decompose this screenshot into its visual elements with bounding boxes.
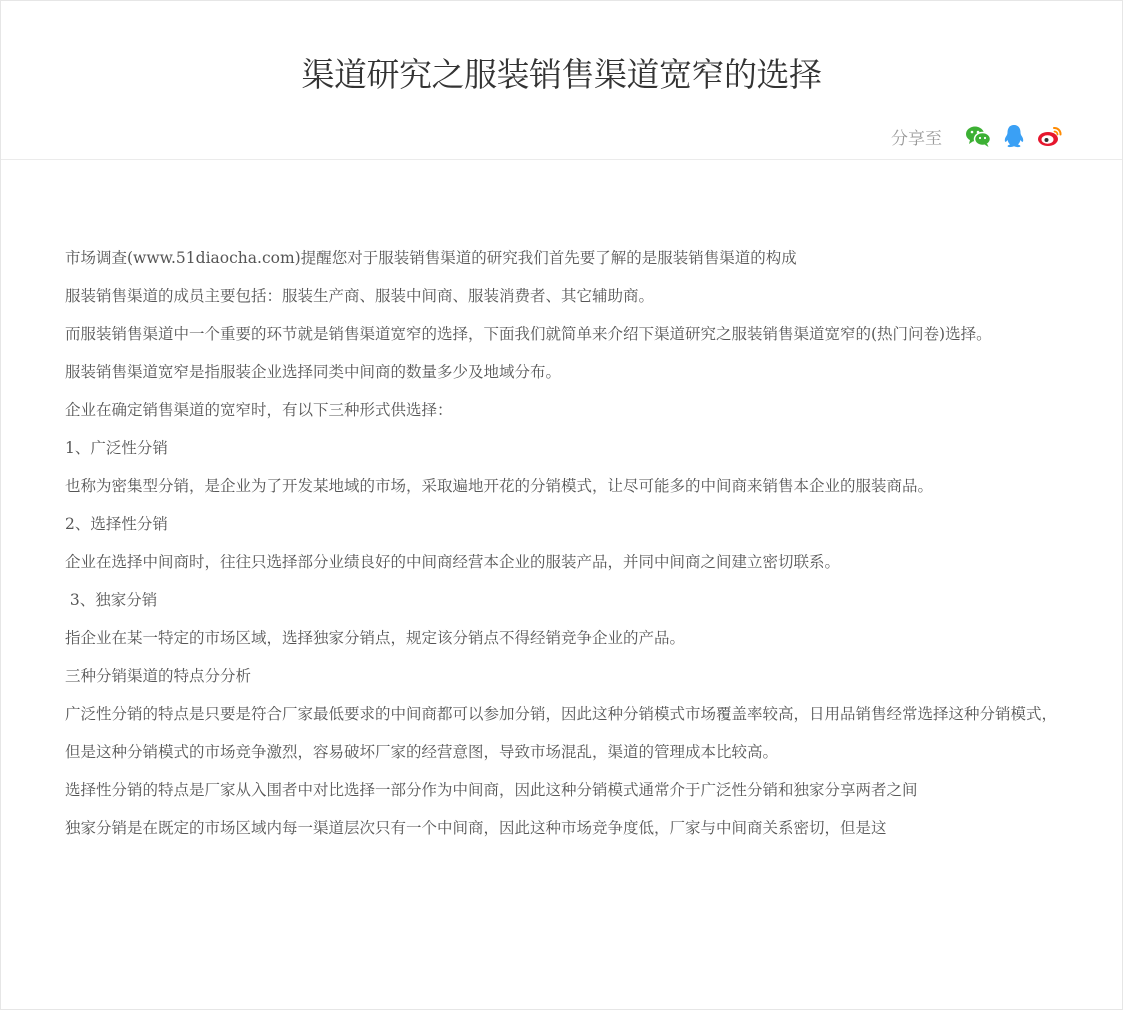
section-heading: 3、独家分销: [65, 591, 158, 609]
wechat-icon[interactable]: [964, 122, 992, 150]
share-bar: [891, 121, 1064, 151]
article-body: [65, 239, 1065, 847]
article-paragraph: 服装销售渠道宽窄是指服装企业选择同类中间商的数量多少及地域分布。: [65, 363, 562, 381]
article-paragraph: 也称为密集型分销，是企业为了开发某地域的市场，采取遍地开花的分销模式，让尽可能多的中间商来销售本企业的服装商品。: [65, 477, 934, 495]
article-title: 渠道研究之服装销售渠道宽窄的选择: [301, 55, 822, 94]
weibo-icon[interactable]: [1036, 122, 1064, 150]
article-paragraph: 选择性分销的特点是厂家从入围者中对比选择一部分作为中间商，因此这种分销模式通常介于广泛性分销和独家分享两者之间: [65, 781, 918, 799]
article-paragraph: 指企业在某一特定的市场区域，选择独家分销点，规定该分销点不得经销竞争企业的产品。: [65, 629, 686, 647]
article-paragraph: 市场调查(www.51diaocha.com)提醒您对于服装销售渠道的研究我们首先要了解的是服装销售渠道的构成: [65, 249, 797, 267]
article-paragraph: 广泛性分销的特点是只要是符合厂家最低要求的中间商都可以参加分销，因此这种分销模式市场覆盖率较高，日用品销售经常选择这种分销模式，但是这种分销模式的市场竞争激烈，容易破坏厂家的经营意图，导致市场混乱，渠道的管理成本比较高。: [65, 705, 1058, 761]
article-paragraph: 而服装销售渠道中一个重要的环节就是销售渠道宽窄的选择，下面我们就简单来介绍下渠道研究之服装销售渠道宽窄的(热门问卷)选择。: [65, 325, 992, 343]
article-paragraph: 独家分销是在既定的市场区域内每一渠道层次只有一个中间商，因此这种市场竞争度低，厂家与中间商关系密切，但是这: [65, 819, 887, 837]
section-heading: 2、选择性分销: [65, 515, 168, 533]
article-paragraph: 企业在确定销售渠道的宽窄时，有以下三种形式供选择：: [65, 401, 453, 419]
article-header: [1, 1, 1122, 160]
share-label: 分享至: [891, 128, 942, 149]
article-paragraph: 企业在选择中间商时，往往只选择部分业绩良好的中间商经营本企业的服装产品，并同中间商之间建立密切联系。: [65, 553, 841, 571]
qq-icon[interactable]: [1000, 122, 1028, 150]
section-heading: 1、广泛性分销: [65, 439, 168, 457]
section-heading: 三种分销渠道的特点分分析: [65, 667, 252, 685]
article-paragraph: 服装销售渠道的成员主要包括：服装生产商、服装中间商、服装消费者、其它辅助商。: [65, 287, 655, 305]
